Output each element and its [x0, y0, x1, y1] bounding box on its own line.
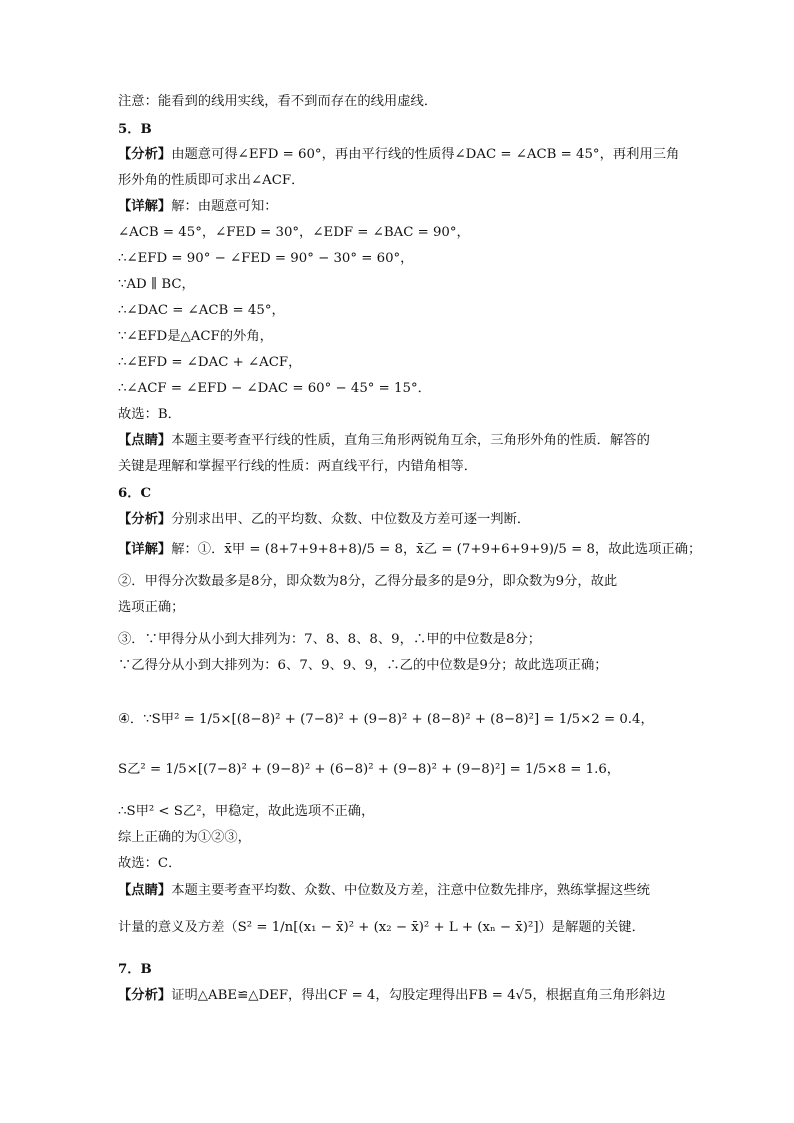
- q5-analysis-text-1: 由题意可得∠EFD = 60°，再由平行线的性质得∠DAC = ∠ACB = 45°，再利用三角: [171, 147, 680, 162]
- q5-analysis-line-1: [118, 145, 679, 165]
- analysis-tag: 【分析】: [118, 512, 172, 527]
- question-5-answer: 5．B: [118, 122, 152, 137]
- question-7-answer: 7．B: [118, 962, 152, 977]
- q5-solution-line-7: ∴∠EFD = ∠DAC + ∠ACF，: [118, 355, 302, 370]
- q5-comment-text-1: 本题主要考查平行线的性质，直角三角形两锐角互余，三角形外角的性质．解答的: [171, 433, 650, 448]
- q6-analysis-text: 分别求出甲、乙的平均数、众数、中位数及方差可逐一判断．: [171, 512, 531, 527]
- q6-solution-line-1: [118, 540, 701, 560]
- note-line: 注意：能看到的线用实线，看不到而存在的线用虚线．: [118, 94, 438, 109]
- comment-tag: 【点睛】: [118, 433, 172, 448]
- q6-solution-line-3: 选项正确；: [118, 600, 185, 615]
- q6-variance-jia: ④．∵S甲² = 1/5×[(8−8)² + (7−8)² + (9−8)² + (8−8)² + (8−8)²] = 1/5×2 = 0.4，: [118, 712, 654, 727]
- q5-solution-line-4: ∵AD ∥ BC，: [118, 277, 195, 292]
- q6-solution-line-2: ②．甲得分次数最多是8分，即众数为8分，乙得分最多的是9分，即众数为9分，故此: [118, 574, 618, 589]
- q7-analysis-line: [118, 986, 665, 1006]
- q5-solution-line-8: ∴∠ACF = ∠EFD − ∠DAC = 60° − 45° = 15°．: [118, 381, 431, 396]
- q5-comment-line-2: 关键是理解和掌握平行线的性质：两直线平行，内错角相等．: [118, 459, 478, 474]
- q5-comment-line-1: [118, 431, 650, 451]
- q6-solution-line-5: ∵乙得分从小到大排列为：6、7、9、9、9，∴乙的中位数是9分；故此选项正确；: [118, 658, 608, 673]
- solution-tag: 【详解】: [118, 542, 172, 557]
- question-6-answer: 6．C: [118, 486, 152, 501]
- q5-solution-line-5: ∴∠DAC = ∠ACB = 45°，: [118, 303, 285, 318]
- q5-solution-text-1: 解：由题意可知：: [171, 199, 278, 214]
- q6-summary-line: 综上正确的为①②③，: [118, 830, 251, 845]
- q5-solution-line-3: ∴∠EFD = 90° − ∠FED = 90° − 30° = 60°，: [118, 251, 414, 266]
- analysis-tag: 【分析】: [118, 147, 172, 162]
- q6-solution-line-4: ③．∵甲得分从小到大排列为：7、8、8、8、9，∴甲的中位数是8分；: [118, 632, 542, 647]
- q6-compare-line: ∴S甲² < S乙²，甲稳定，故此选项不正确，: [118, 804, 375, 819]
- q5-solution-line-1: [118, 197, 278, 217]
- q6-choice: 故选：C．: [118, 856, 182, 871]
- q5-analysis-line-2: 形外角的性质即可求出∠ACF．: [118, 173, 305, 188]
- q6-analysis-line: [118, 510, 530, 530]
- analysis-tag: 【分析】: [118, 988, 172, 1003]
- q6-comment-text-1: 本题主要考查平均数、众数、中位数及方差，注意中位数先排序，熟练掌握这些统: [171, 883, 650, 898]
- q5-solution-line-2: ∠ACB = 45°，∠FED = 30°，∠EDF = ∠BAC = 90°，: [118, 225, 470, 240]
- solution-tag: 【详解】: [118, 199, 172, 214]
- q7-analysis-text: 证明△ABE≌△DEF，得出CF = 4，勾股定理得出FB = 4√5，根据直角三角形斜边: [171, 988, 666, 1003]
- q6-variance-yi: S乙² = 1/5×[(7−8)² + (9−8)² + (6−8)² + (9−8)² + (9−8)²] = 1/5×8 = 1.6，: [118, 762, 621, 777]
- q6-comment-line-2: 计量的意义及方差（S² = 1/n[(x₁ − x̄)² + (x₂ − x̄)² + L + (xₙ − x̄)²]）是解题的关键．: [118, 920, 645, 935]
- comment-tag: 【点睛】: [118, 883, 172, 898]
- q5-solution-line-6: ∵∠EFD是△ACF的外角，: [118, 329, 273, 344]
- q6-solution-text-1: 解：①．x̄甲 = (8+7+9+8+8)/5 = 8，x̄乙 = (7+9+6+9+9)/5 = 8，故此选项正确；: [171, 542, 702, 557]
- q5-choice: 故选：B．: [118, 407, 181, 422]
- q6-comment-line-1: [118, 881, 650, 901]
